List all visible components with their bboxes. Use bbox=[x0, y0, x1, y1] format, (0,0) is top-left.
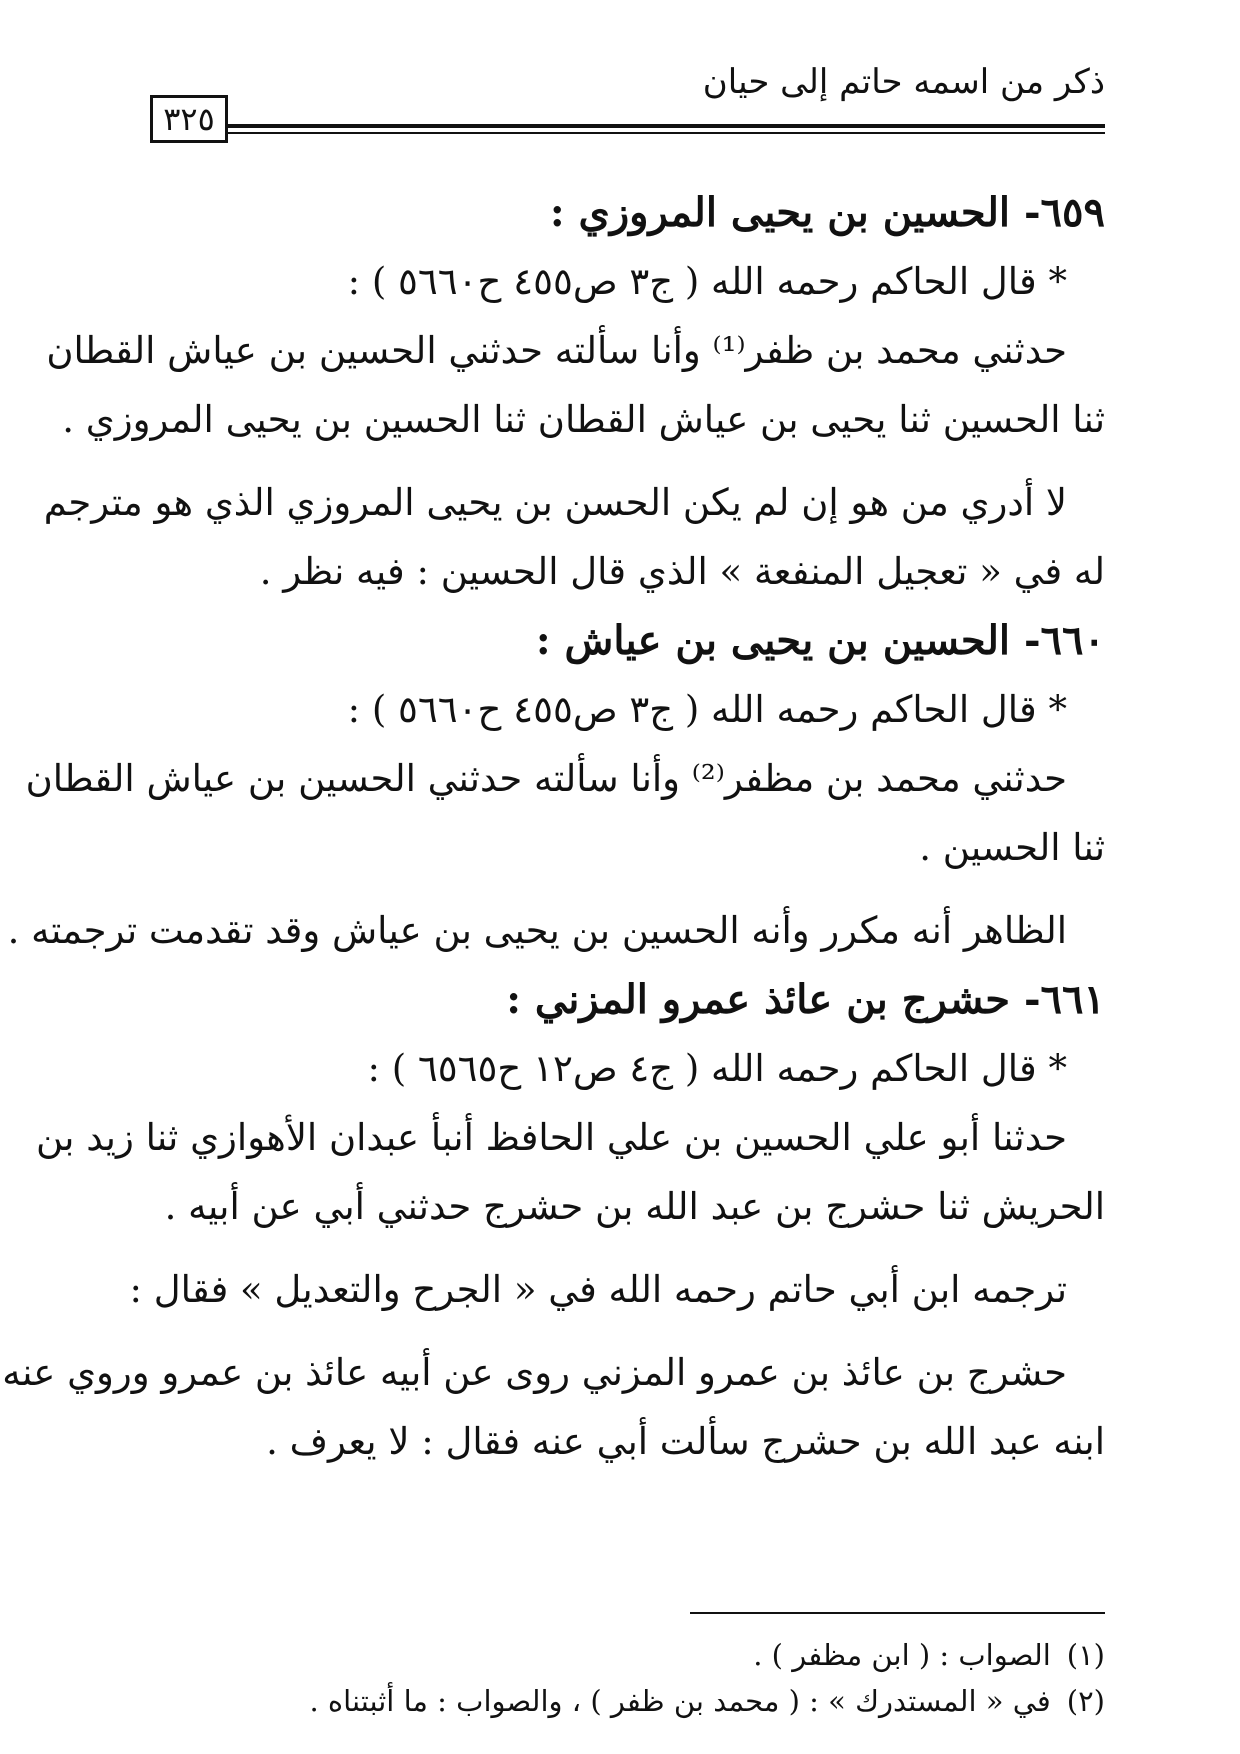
entry-660-heading: ٦٦٠- الحسين بن يحيى بن عياش : bbox=[535, 617, 1105, 664]
running-title: ذكر من اسمه حاتم إلى حيان bbox=[702, 62, 1105, 102]
footnote-number: (٢) bbox=[1066, 1684, 1105, 1718]
entry-660-text-line: ثنا الحسين . bbox=[919, 826, 1105, 869]
entry-661-text-line: حدثنا أبو علي الحسين بن علي الحافظ أنبأ عبدان الأهوازي ثنا زيد بن bbox=[36, 1116, 1067, 1159]
footnote-number: (١) bbox=[1066, 1638, 1105, 1672]
footnotes bbox=[130, 1632, 1105, 1724]
footnote-text: في « المستدرك » : ( محمد بن ظفر ) ، والصواب : ما أثبتناه . bbox=[309, 1684, 1051, 1718]
page-number: ٣٢٥ bbox=[150, 95, 228, 143]
entry-661-heading: ٦٦١- حشرج بن عائذ عمرو المزني : bbox=[506, 976, 1105, 1023]
entry-661-comment-line: ترجمه ابن أبي حاتم رحمه الله في « الجرح والتعديل » فقال : bbox=[129, 1268, 1067, 1311]
header-rule bbox=[228, 124, 1105, 134]
entry-660-text-line: حدثني محمد بن مظفر⁽²⁾ وأنا سألته حدثني الحسين بن عياش القطان bbox=[25, 757, 1067, 800]
entry-659-comment-line: لا أدري من هو إن لم يكن الحسن بن يحيى المروزي الذي هو مترجم bbox=[43, 481, 1067, 524]
entry-659-text-line: حدثني محمد بن ظفر⁽¹⁾ وأنا سألته حدثني الحسين بن عياش القطان bbox=[46, 329, 1067, 372]
entry-659-heading: ٦٥٩- الحسين بن يحيى المروزي : bbox=[549, 189, 1105, 236]
entry-661-text-line: الحريش ثنا حشرج بن عبد الله بن حشرج حدثني أبي عن أبيه . bbox=[164, 1185, 1105, 1228]
entry-660-comment-line: الظاهر أنه مكرر وأنه الحسين بن يحيى بن عياش وقد تقدمت ترجمته . bbox=[7, 909, 1067, 952]
entry-659-source-ref: * قال الحاكم رحمه الله ( ج٣ ص٤٥٥ ح٥٦٦٠ ) : bbox=[347, 260, 1067, 303]
footnote-2 bbox=[130, 1678, 1105, 1724]
entry-661-source-ref: * قال الحاكم رحمه الله ( ج٤ ص١٢ ح٦٥٦٥ ) : bbox=[367, 1047, 1067, 1090]
footnote-text: الصواب : ( ابن مظفر ) . bbox=[753, 1638, 1051, 1672]
entry-661-quote-line: ابنه عبد الله بن حشرج سألت أبي عنه فقال : لا يعرف . bbox=[266, 1420, 1105, 1463]
entry-659-comment-line: له في « تعجيل المنفعة » الذي قال الحسين : فيه نظر . bbox=[259, 550, 1105, 593]
footnote-1 bbox=[130, 1632, 1105, 1678]
entry-661-quote-line: حشرج بن عائذ بن عمرو المزني روى عن أبيه عائذ بن عمرو وروي عنه bbox=[2, 1351, 1067, 1394]
page-body bbox=[2, 178, 1105, 1476]
entry-660-source-ref: * قال الحاكم رحمه الله ( ج٣ ص٤٥٥ ح٥٦٦٠ ) : bbox=[347, 688, 1067, 731]
entry-659-text-line: ثنا الحسين ثنا يحيى بن عياش القطان ثنا الحسين بن يحيى المروزي . bbox=[62, 398, 1105, 441]
footnote-rule bbox=[690, 1612, 1105, 1614]
